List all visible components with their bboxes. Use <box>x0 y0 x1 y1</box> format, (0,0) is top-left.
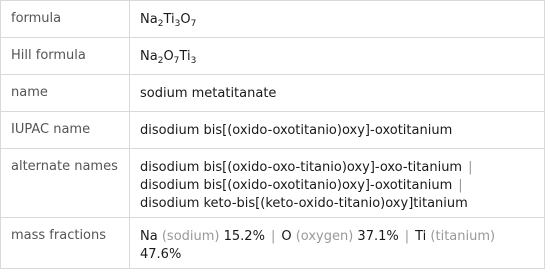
iupac-name-row <box>1 112 545 149</box>
hill-formula-label: Hill formula <box>1 38 130 75</box>
element-name: (oxygen) <box>295 229 354 244</box>
hill-formula-row <box>1 38 545 75</box>
mass-fractions-value <box>130 218 545 269</box>
formula-subscript: 7 <box>173 56 180 66</box>
formula-part: O <box>180 12 191 27</box>
element-percent: 15.2% <box>223 229 265 244</box>
alternate-names-row <box>1 149 545 218</box>
alternate-name: disodium bis[(oxido-oxo-titanio)oxy]-oxo-titanium <box>140 160 463 175</box>
iupac-name-value: disodium bis[(oxido-oxotitanio)oxy]-oxotitanium <box>130 112 545 149</box>
formula-subscript: 3 <box>174 19 181 29</box>
name-label: name <box>1 75 130 112</box>
formula-row <box>1 1 545 38</box>
hill-formula-value <box>130 38 545 75</box>
formula-subscript: 2 <box>157 56 164 66</box>
name-value: sodium metatitanate <box>130 75 545 112</box>
separator: | <box>404 229 410 244</box>
formula-subscript: 3 <box>190 56 197 66</box>
formula-subscript: 2 <box>157 19 164 29</box>
element-symbol: O <box>281 229 292 244</box>
formula-part: O <box>163 49 174 64</box>
separator: | <box>458 178 463 193</box>
formula-part: Ti <box>163 12 175 27</box>
separator: | <box>468 160 473 175</box>
alternate-names-value <box>130 149 545 218</box>
formula-label: formula <box>1 1 130 38</box>
alternate-name: disodium keto-bis[(keto-oxido-titanio)oxy]titanium <box>140 196 468 211</box>
alternate-names-label: alternate names <box>1 149 130 218</box>
formula-part: Na <box>140 49 158 64</box>
formula-value <box>130 1 545 38</box>
element-percent: 37.1% <box>357 229 399 244</box>
element-symbol: Ti <box>415 229 427 244</box>
formula-part: Na <box>140 12 158 27</box>
separator: | <box>270 229 276 244</box>
element-percent: 47.6% <box>140 247 182 262</box>
iupac-name-label: IUPAC name <box>1 112 130 149</box>
formula-part: Ti <box>179 49 191 64</box>
element-name: (sodium) <box>161 229 220 244</box>
mass-fractions-row <box>1 218 545 269</box>
alternate-name: disodium bis[(oxido-oxotitanio)oxy]-oxotitanium <box>140 178 453 193</box>
formula-subscript: 7 <box>190 19 197 29</box>
element-name: (titanium) <box>430 229 496 244</box>
mass-fractions-label: mass fractions <box>1 218 130 269</box>
element-symbol: Na <box>140 229 158 244</box>
name-row <box>1 75 545 112</box>
